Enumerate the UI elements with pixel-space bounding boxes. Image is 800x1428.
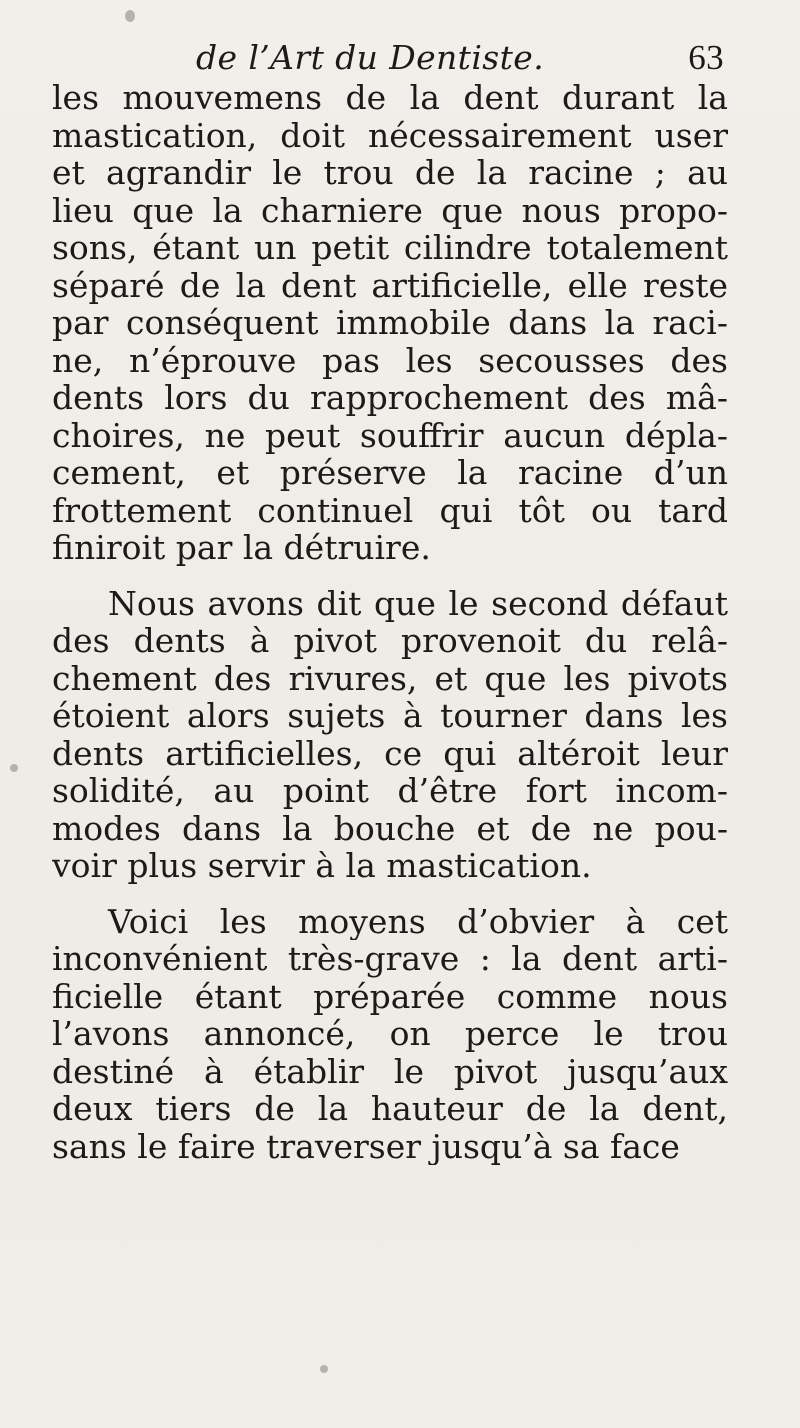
paper-speck: [320, 1365, 328, 1373]
paper-speck: [125, 10, 135, 22]
text-line: frottement continuel qui tôt ou tard: [52, 491, 728, 529]
text-line: lieu que la charniere que nous propo-: [52, 191, 728, 229]
paper-speck: [10, 764, 18, 772]
running-head: [196, 34, 724, 82]
text-line: cement, et préserve la racine d’un: [52, 454, 728, 492]
text-line: et agrandir le trou de la racine ; au: [52, 154, 728, 192]
text-line: dents lors du rapprochement des mâ-: [52, 379, 728, 417]
text-line: des dents à pivot provenoit du relâ-: [52, 622, 728, 660]
running-title: de l’Art du Dentiste.: [196, 38, 545, 77]
text-line: mastication, doit nécessairement user: [52, 116, 728, 154]
text-line: l’avons annoncé, on perce le trou: [52, 1015, 728, 1053]
page-number: 63: [688, 38, 724, 77]
text-line: les mouvemens de la dent durant la: [52, 79, 728, 117]
paragraph-1: [52, 79, 728, 567]
text-line: deux tiers de la hauteur de la dent,: [52, 1090, 728, 1128]
text-line: sons, étant un petit cilindre totalement: [52, 229, 728, 267]
text-line: modes dans la bouche et de ne pou-: [52, 809, 728, 847]
text-line: solidité, au point d’être fort incom-: [52, 772, 728, 810]
text-line: chement des rivures, et que les pivots: [52, 659, 728, 697]
text-line: ficielle étant préparée comme nous: [52, 977, 728, 1015]
paragraph-2: [52, 585, 728, 885]
text-line: dents artificielles, ce qui altéroit leur: [52, 734, 728, 772]
paragraph-3: [52, 903, 728, 1166]
text-line: Voici les moyens d’obvier à cet: [108, 902, 728, 940]
text-line: ne, n’éprouve pas les secousses des: [52, 341, 728, 379]
text-line: inconvénient très-grave : la dent arti-: [52, 940, 728, 978]
text-line: voir plus servir à la mastication.: [52, 847, 592, 885]
body-text: [52, 79, 728, 1165]
text-line: destiné à établir le pivot jusqu’aux: [52, 1052, 728, 1090]
text-line: finiroit par la détruire.: [52, 529, 431, 567]
text-line: sans le faire traverser jusqu’à sa face: [52, 1127, 680, 1165]
text-line: Nous avons dit que le second défaut: [108, 584, 728, 622]
text-line: séparé de la dent artificielle, elle reste: [52, 266, 728, 304]
text-line: choires, ne peut souffrir aucun dépla-: [52, 416, 728, 454]
text-line: par conséquent immobile dans la raci-: [52, 304, 728, 342]
text-line: étoient alors sujets à tourner dans les: [52, 697, 728, 735]
